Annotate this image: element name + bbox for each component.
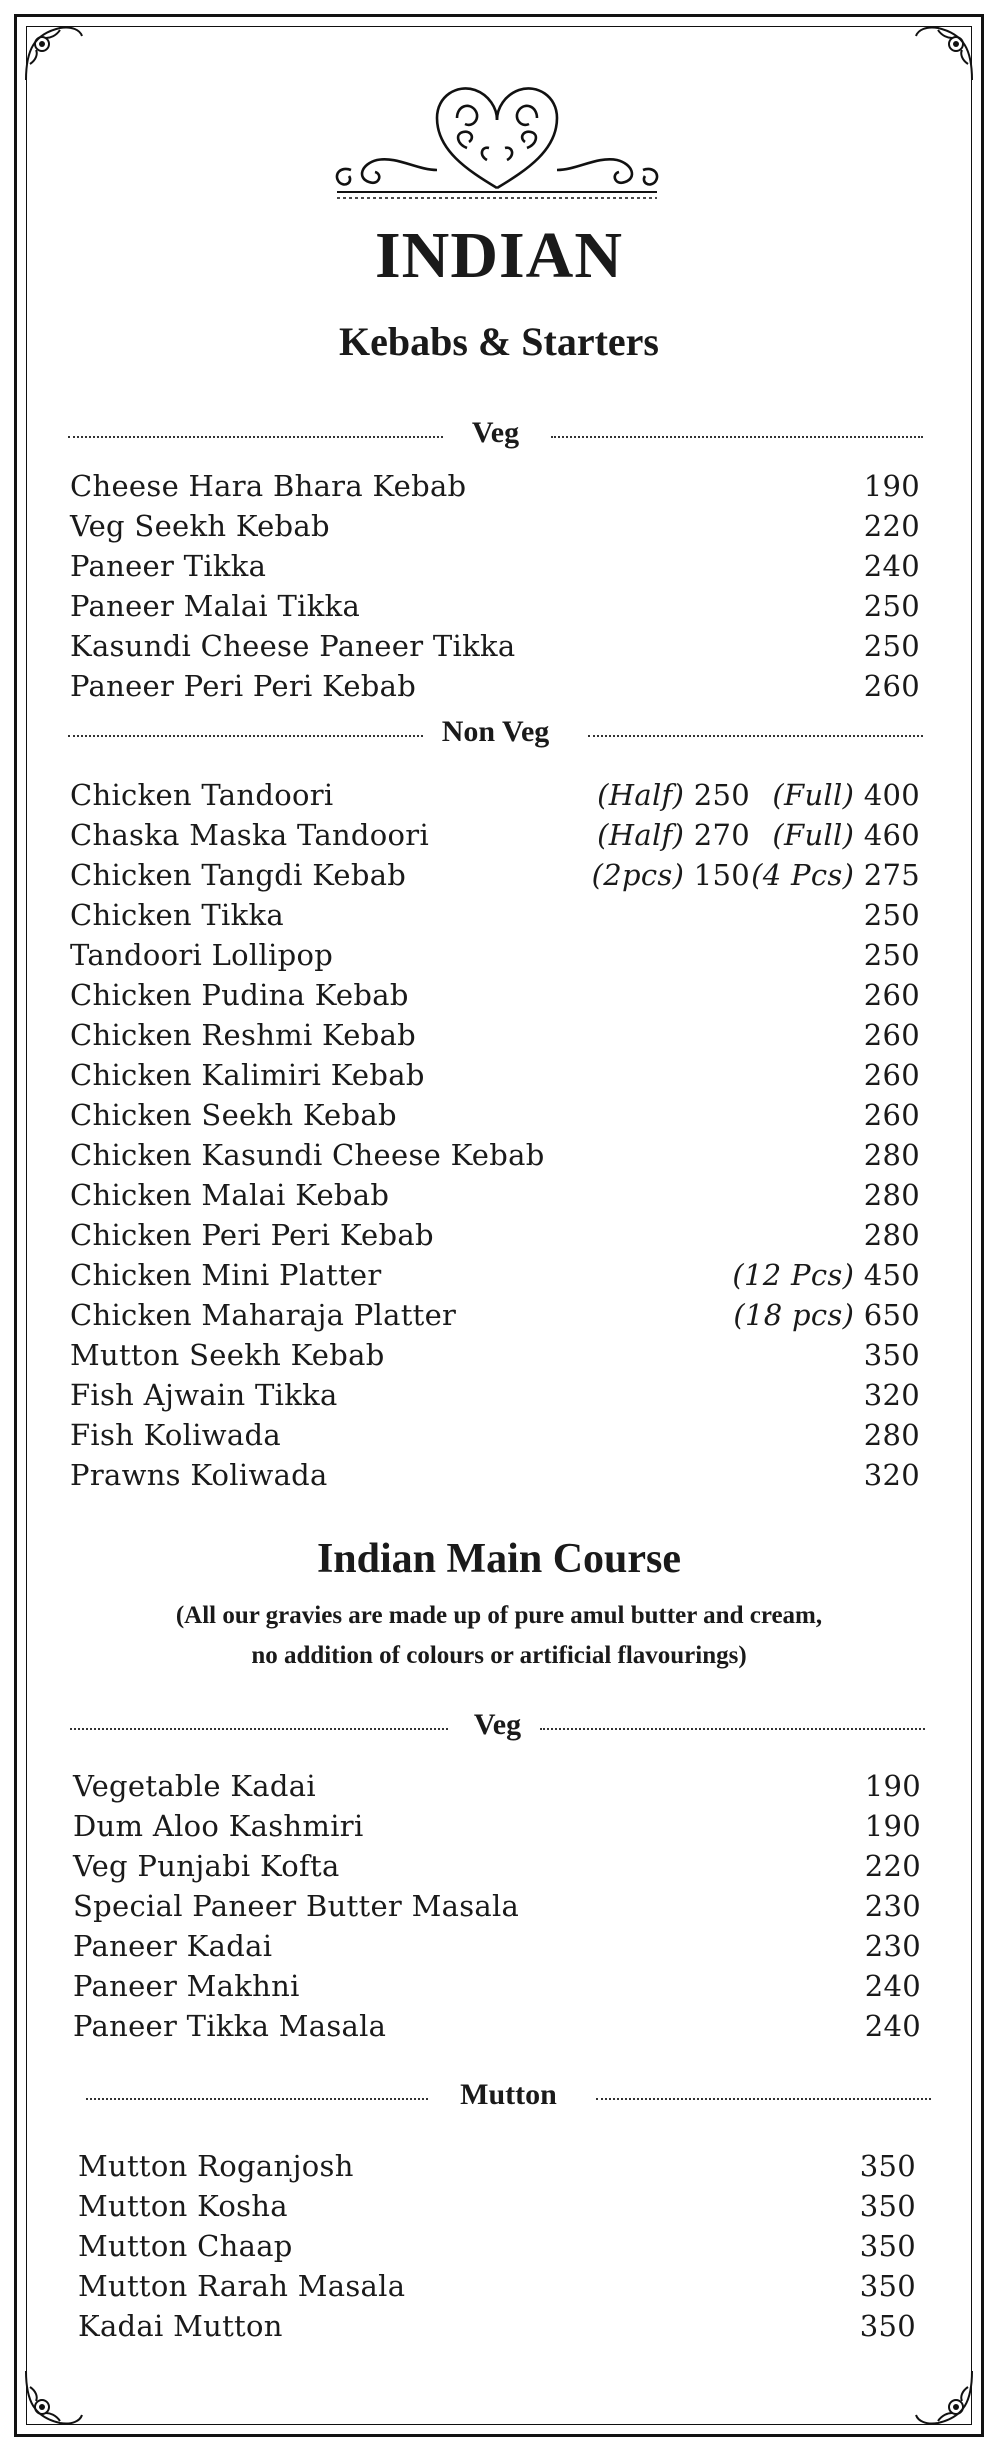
item-name: Fish Koliwada [70, 1418, 281, 1452]
item-price: 150 [693, 858, 750, 892]
section-label-mutton: Mutton [86, 2078, 931, 2112]
item-price: 320 [863, 1458, 920, 1492]
item-name: Veg Seekh Kebab [70, 509, 330, 543]
item-price: 280 [863, 1138, 920, 1172]
menu-item [70, 775, 920, 815]
section-divider-veg [68, 416, 923, 456]
item-qty: (12 Pcs) [732, 1258, 855, 1292]
item-name: Mutton Kosha [78, 2189, 288, 2223]
item-qty: (Full) [772, 818, 855, 852]
menu-item [70, 1415, 920, 1455]
section-title-kebabs: Kebabs & Starters [339, 319, 659, 364]
item-name: Mutton Seekh Kebab [70, 1338, 385, 1372]
menu-item [70, 626, 920, 666]
item-name: Chicken Mini Platter [70, 1258, 382, 1292]
item-price: 240 [864, 2009, 921, 2043]
menu-item [70, 1455, 920, 1495]
item-price: 260 [863, 978, 920, 1012]
menu-item [70, 466, 920, 506]
item-name: Special Paneer Butter Masala [73, 1889, 520, 1923]
menu-item [70, 935, 920, 975]
section-divider-main-veg [70, 1708, 925, 1748]
gravy-note-line1: (All our gravies are made up of pure amul butter and cream, [175, 1602, 823, 1629]
item-price: 250 [863, 629, 920, 663]
item-price: 220 [864, 1849, 921, 1883]
starters-veg-list [70, 466, 920, 706]
item-name: Mutton Roganjosh [78, 2149, 354, 2183]
gravy-note-line2: no addition of colours or artificial flavourings) [251, 1642, 747, 1669]
section-label-veg: Veg [68, 416, 923, 450]
item-name: Paneer Tikka [70, 549, 267, 583]
item-name: Kadai Mutton [78, 2309, 283, 2343]
item-price: 270 [693, 818, 750, 852]
item-price: 190 [863, 469, 920, 503]
menu-item [73, 1846, 921, 1886]
corner-flourish-icon [908, 2361, 978, 2431]
item-price: 190 [864, 1769, 921, 1803]
item-name: Cheese Hara Bhara Kebab [70, 469, 467, 503]
menu-item [78, 2146, 916, 2186]
item-price: 240 [863, 549, 920, 583]
menu-item [70, 895, 920, 935]
item-price: 220 [863, 509, 920, 543]
menu-item [70, 546, 920, 586]
item-price: 450 [863, 1258, 920, 1292]
menu-item [70, 1295, 920, 1335]
menu-item [70, 855, 920, 895]
menu-item [73, 2006, 921, 2046]
section-label-nonveg: Non Veg [68, 715, 923, 749]
item-name: Fish Ajwain Tikka [70, 1378, 338, 1412]
item-price: 190 [864, 1809, 921, 1843]
item-name: Chicken Tandoori [70, 778, 334, 812]
item-name: Paneer Peri Peri Kebab [70, 669, 417, 703]
item-name: Chicken Seekh Kebab [70, 1098, 397, 1132]
item-price: 240 [864, 1969, 921, 2003]
item-name: Kasundi Cheese Paneer Tikka [70, 629, 516, 663]
menu-item [70, 506, 920, 546]
item-price: 280 [863, 1418, 920, 1452]
item-option-large [751, 855, 920, 895]
item-name: Paneer Kadai [73, 1929, 273, 1963]
menu-item [70, 1175, 920, 1215]
item-name: Prawns Koliwada [70, 1458, 328, 1492]
item-name: Chicken Maharaja Platter [70, 1298, 457, 1332]
item-qty: (Full) [772, 778, 855, 812]
menu-item [78, 2226, 916, 2266]
item-price: 280 [863, 1218, 920, 1252]
section-label-main-veg: Veg [70, 1708, 925, 1742]
item-name: Chicken Malai Kebab [70, 1178, 390, 1212]
section-divider-nonveg [68, 715, 923, 755]
menu-item [78, 2306, 916, 2346]
menu-item [70, 1135, 920, 1175]
menu-item [70, 1095, 920, 1135]
gravy-note [0, 1596, 998, 1676]
menu-item [70, 1055, 920, 1095]
item-price: 280 [863, 1178, 920, 1212]
menu-item [73, 1806, 921, 1846]
menu-item [70, 975, 920, 1015]
item-price: 230 [864, 1889, 921, 1923]
menu-item [73, 1966, 921, 2006]
menu-item [70, 815, 920, 855]
item-price: 350 [859, 2229, 916, 2263]
item-name: Tandoori Lollipop [70, 938, 334, 972]
item-option [732, 1255, 920, 1295]
item-price: 260 [863, 1018, 920, 1052]
menu-item [73, 1886, 921, 1926]
page-title: INDIAN [374, 219, 624, 292]
item-name: Paneer Makhni [73, 1969, 300, 2003]
item-price: 250 [863, 589, 920, 623]
item-price: 260 [863, 1098, 920, 1132]
item-qty: (18 pcs) [733, 1298, 855, 1332]
item-price: 350 [859, 2189, 916, 2223]
menu-item [70, 1215, 920, 1255]
section-divider-mutton [86, 2078, 931, 2118]
item-option [733, 1295, 920, 1335]
item-name: Mutton Chaap [78, 2229, 293, 2263]
item-price: 250 [863, 938, 920, 972]
item-qty: (2pcs) [591, 858, 685, 892]
item-price: 350 [859, 2269, 916, 2303]
menu-item [70, 1335, 920, 1375]
item-name: Paneer Tikka Masala [73, 2009, 387, 2043]
item-option-small [597, 815, 750, 855]
item-name: Chicken Reshmi Kebab [70, 1018, 417, 1052]
menu-item [78, 2186, 916, 2226]
menu-item [70, 1255, 920, 1295]
item-name: Chicken Pudina Kebab [70, 978, 409, 1012]
item-price: 275 [863, 858, 920, 892]
item-name: Mutton Rarah Masala [78, 2269, 406, 2303]
heart-scroll-ornament-icon [317, 78, 677, 203]
corner-flourish-icon [20, 20, 90, 90]
main-veg-list [73, 1766, 921, 2046]
item-name: Chicken Tangdi Kebab [70, 858, 407, 892]
item-price: 230 [864, 1929, 921, 1963]
main-mutton-list [78, 2146, 916, 2346]
item-name: Chicken Kalimiri Kebab [70, 1058, 425, 1092]
item-option-small [592, 855, 750, 895]
corner-flourish-icon [908, 20, 978, 90]
item-name: Paneer Malai Tikka [70, 589, 361, 623]
item-qty: (Half) [597, 778, 685, 812]
section-title-main-course: Indian Main Course [316, 1536, 682, 1582]
item-price: 350 [859, 2149, 916, 2183]
corner-flourish-icon [20, 2361, 90, 2431]
menu-item [70, 666, 920, 706]
item-qty: (Half) [597, 818, 685, 852]
item-price: 250 [863, 898, 920, 932]
item-price: 460 [863, 818, 920, 852]
item-price: 400 [863, 778, 920, 812]
item-name: Veg Punjabi Kofta [73, 1849, 340, 1883]
item-option-large [772, 775, 920, 815]
item-name: Vegetable Kadai [73, 1769, 316, 1803]
menu-item [78, 2266, 916, 2306]
item-qty: (4 Pcs) [751, 858, 855, 892]
item-price: 320 [863, 1378, 920, 1412]
item-price: 350 [863, 1338, 920, 1372]
menu-item [73, 1926, 921, 1966]
item-option-small [597, 775, 750, 815]
menu-item [70, 1375, 920, 1415]
item-price: 260 [863, 669, 920, 703]
starters-nonveg-list [70, 775, 920, 1495]
item-price: 650 [863, 1298, 920, 1332]
item-name: Chicken Peri Peri Kebab [70, 1218, 434, 1252]
item-option-large [772, 815, 920, 855]
item-price: 250 [693, 778, 750, 812]
menu-item [70, 586, 920, 626]
item-name: Chicken Kasundi Cheese Kebab [70, 1138, 545, 1172]
item-name: Dum Aloo Kashmiri [73, 1809, 364, 1843]
item-price: 350 [859, 2309, 916, 2343]
item-price: 260 [863, 1058, 920, 1092]
menu-item [70, 1015, 920, 1055]
menu-item [73, 1766, 921, 1806]
item-name: Chaska Maska Tandoori [70, 818, 430, 852]
item-name: Chicken Tikka [70, 898, 284, 932]
